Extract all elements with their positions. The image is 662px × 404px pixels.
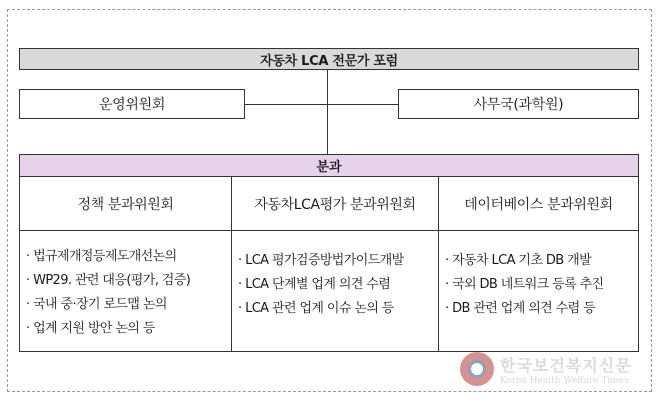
list-item: · 국내 중·장기 로드맵 논의 bbox=[26, 297, 167, 312]
column-heading: 정책 분과위원회 bbox=[77, 196, 174, 213]
list-item: · 자동차 LCA 기초 DB 개발 bbox=[445, 253, 592, 268]
steering-committee-box bbox=[19, 89, 245, 119]
forum-title: 자동차 LCA 전문가 포럼 bbox=[260, 53, 398, 69]
connector-vertical bbox=[327, 70, 328, 154]
list-item: · WP29. 관련 대응(평가, 검증) bbox=[26, 273, 191, 288]
lca-evaluation-subcommittee-heading bbox=[231, 177, 438, 231]
database-subcommittee-heading bbox=[438, 177, 638, 231]
list-item: · LCA 평가검증방법가이드개발 bbox=[238, 253, 404, 268]
secretariat-label: 사무국(과학원) bbox=[473, 97, 564, 113]
subcommittee-header-label: 분과 bbox=[316, 160, 342, 175]
policy-subcommittee-heading bbox=[20, 177, 231, 231]
list-item: · DB 관련 업계 의견 수렴 등 bbox=[445, 301, 596, 316]
watermark bbox=[460, 348, 650, 390]
list-item: · LCA 관련 업계 이슈 논의 등 bbox=[238, 301, 394, 316]
watermark-logo-icon bbox=[460, 352, 494, 386]
watermark-english: Korea Health Welfare Times bbox=[500, 375, 629, 386]
secretariat-box bbox=[398, 89, 639, 119]
list-item: · 업계 지원 방안 논의 등 bbox=[26, 321, 155, 336]
policy-subcommittee-items bbox=[20, 231, 231, 351]
column-heading: 자동차LCA평가 분과위원회 bbox=[254, 196, 416, 213]
list-item: · 법규제개정등제도개선논의 bbox=[26, 249, 177, 264]
subcommittee-header bbox=[20, 155, 638, 177]
connector-horizontal bbox=[245, 104, 398, 105]
watermark-korean: 한국보건복지신문 bbox=[500, 355, 632, 375]
database-subcommittee-items bbox=[438, 231, 638, 351]
subcommittee-panel bbox=[19, 154, 639, 352]
list-item: · 국외 DB 네트워크 등록 추진 bbox=[445, 277, 604, 292]
column-heading: 데이터베이스 분과위원회 bbox=[464, 196, 613, 213]
steering-committee-label: 운영위원회 bbox=[98, 97, 166, 113]
forum-title-box bbox=[19, 48, 639, 70]
list-item: · LCA 단계별 업계 의견 수렴 bbox=[238, 277, 391, 292]
lca-evaluation-subcommittee-items bbox=[231, 231, 438, 351]
watermark-text bbox=[500, 353, 632, 386]
